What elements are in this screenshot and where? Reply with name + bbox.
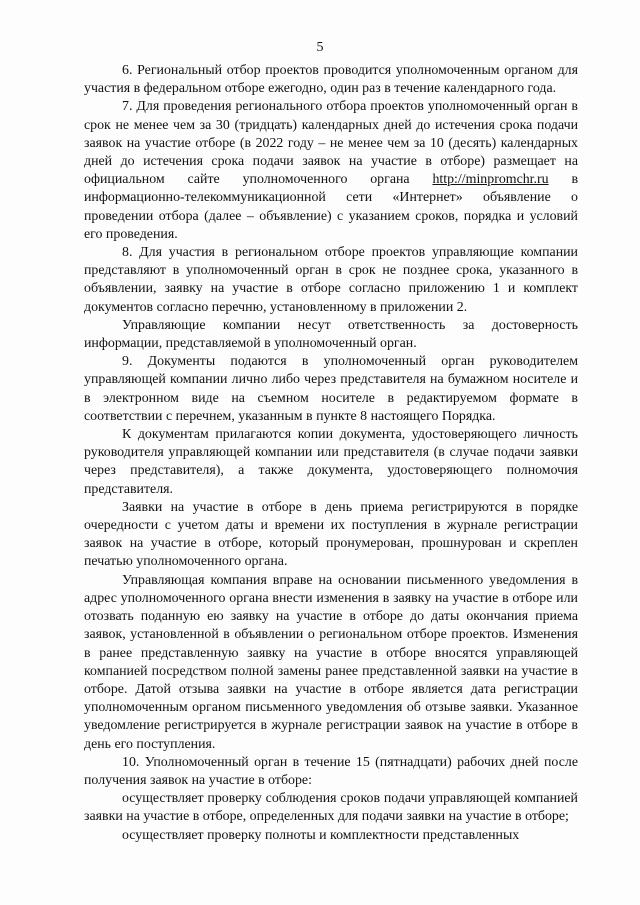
paragraph-7-text: 7. Для проведения регионального отбора проектов уполномоченный орган в срок не менее чем за 30 (тридцать) календарных дней до истечения срока подачи заявок на участие отборе (в 2022 году – не менее чем за 10 (десять) календарных дней до истечения срока подачи заявок на участие в отборе) размещает на официальном сайте уполномоченного органа: [84, 99, 578, 188]
paragraph-9-changes: Управляющая компания вправе на основании письменного уведомления в адрес уполномоченного органа внести изменения в заявку на участие в отборе или отозвать поданную ею заявку на участие в отборе до даты окончания приема заявок, установленной в объявлении о региональном отборе проектов. Изменения в ранее представленную заявку на участие в отборе вносятся управляющей компанией посредством полной замены ранее представленной заявки на участие в отборе. Датой отзыва заявки на участие в отборе является дата регистрации уполномоченным органом письменного уведомления об отзыве заявки. Указанное уведомление регистрируется в журнале регистрации заявок на участие в отборе в день его поступления.: [84, 572, 578, 752]
paragraph-6: 6. Региональный отбор проектов проводится уполномоченным органом для участия в федеральном отборе ежегодно, один раз в течение календарного года.: [84, 63, 578, 97]
paragraph-10-item-2: осуществляет проверку полноты и комплектности представленных: [122, 827, 520, 843]
paragraph-9: 9. Документы подаются в уполномоченный орган руководителем управляющей компании лично либо через представителя на бумажном носителе и в электронном виде на съемном носителе в редактируемом формате в соответствии с перечнем, указанным в пункте 8 настоящего Порядка.: [84, 354, 578, 424]
paragraph-7-tail: в информационно-телекоммуникационной сети «Интернет» объявление о проведении отбора (далее – объявление) с указанием сроков, порядка и условий его проведения.: [84, 172, 578, 242]
paragraph-8-responsibility: Управляющие компании несут ответственность за достоверность информации, представляемой в уполномоченный орган.: [84, 317, 578, 352]
paragraph-10-item-1: осуществляет проверку соблюдения сроков подачи управляющей компанией заявки на участие в отборе, определенных для подачи заявки на участие в отборе;: [84, 791, 578, 825]
paragraph-9-registration: Заявки на участие в отборе в день приема регистрируются в порядке очередности с учетом даты и времени их поступления в журнале регистрации заявок на участие в отборе, который пронумерован, прошнурован и скреплен печатью уполномоченного органа.: [84, 499, 578, 570]
page-number: 5: [316, 40, 324, 55]
paragraph-9-copies: К документам прилагаются копии документа, удостоверяющего личность руководителя управляющей компании или представителя (в случае подачи заявки через представителя), а также документа, удостоверяющего полномочия представителя.: [84, 427, 578, 497]
document-body: [84, 62, 578, 845]
paragraph-8: 8. Для участия в региональном отборе проектов управляющие компании представляют в уполномоченный орган в срок не позднее срока, указанного в объявлении, заявку на участие в отборе согласно приложению 1 и комплект документов согласно перечню, установленному в приложении 2.: [84, 245, 578, 315]
website-link[interactable]: http://minpromchr.ru: [432, 172, 549, 188]
paragraph-10: 10. Уполномоченный орган в течение 15 (пятнадцати) рабочих дней после получения заявок на участие в отборе:: [84, 754, 578, 788]
paragraph-7: [84, 98, 578, 244]
